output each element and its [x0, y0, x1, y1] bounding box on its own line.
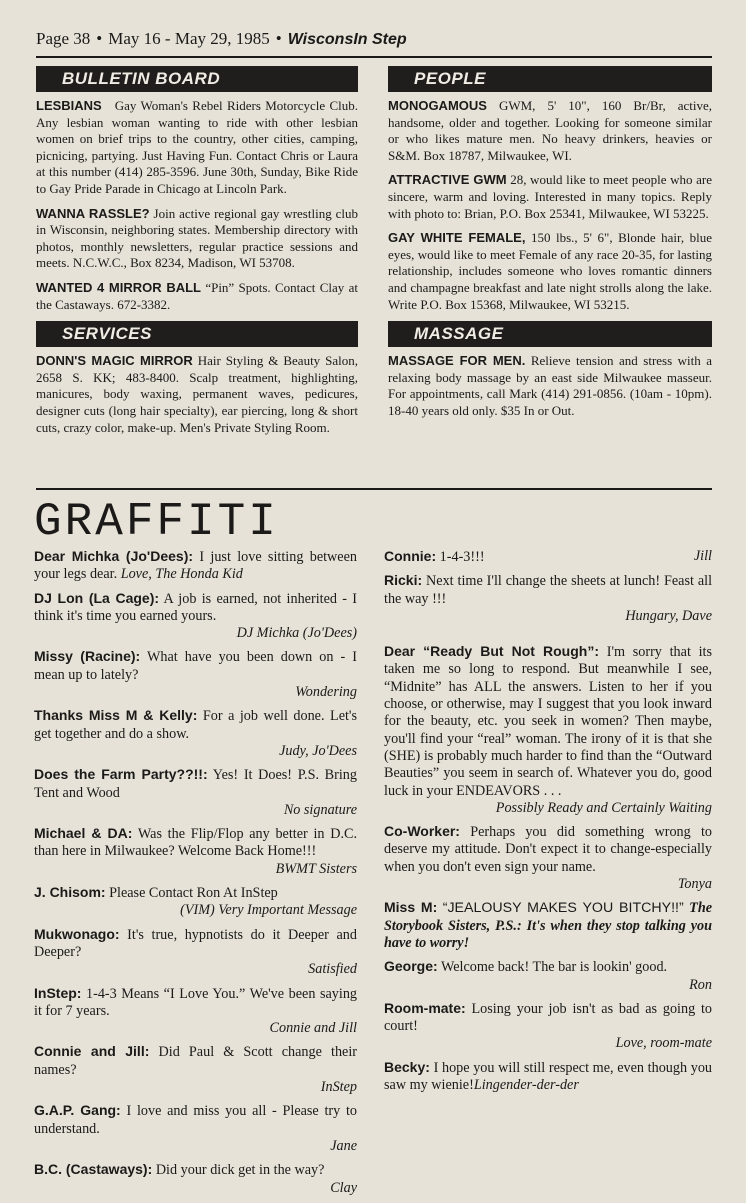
graffiti-title: GRAFFITI — [34, 496, 279, 548]
message-signature: Lingender-der-der — [473, 1077, 579, 1094]
message-recipient: DJ Lon (La Cage): — [34, 589, 160, 606]
ad-text: Join active regional gay wrestling club in Wisconsin, neighboring states. Membership directory with photos, monthly newsletters, regular practice sessions and meets. N.C.W.C., Box 8234, Madison, WI 53708. — [36, 205, 359, 271]
message-recipient: Thanks Miss M & Kelly: — [34, 707, 198, 724]
message-recipient: G.A.P. Gang: — [34, 1102, 121, 1119]
ad-heading: ATTRACTIVE GWM — [388, 172, 507, 188]
message-signature: Connie and Jill — [269, 1020, 357, 1037]
graffiti-message — [384, 643, 712, 817]
message-text: Welcome back! The bar is lookin' good. — [440, 959, 668, 976]
classified-ad — [36, 206, 358, 272]
ad-text: Hair Styling & Beauty Salon, 2658 S. KK; 483-8400. Scalp treatment, highlighting, manicures, body waxing, permanent waves, pedicures, designer cuts (long hair specialty), ear piercing, long & short cuts, crazy color, make-up. Men's Private Styling Room. — [36, 353, 359, 435]
message-signature: Possibly Ready and Certainly Waiting — [495, 799, 712, 816]
message-text: What have you been down on - I mean up to lately? — [34, 649, 358, 683]
message-recipient: Missy (Racine): — [34, 648, 141, 665]
ad-heading: WANTED 4 MIRROR BALL — [36, 279, 201, 295]
bulletin-board-header: BULLETIN BOARD — [36, 66, 358, 92]
message-text: “JEALOUSY MAKES YOU BITCHY!!” — [442, 900, 684, 917]
issue-dates: May 16 - May 29, 1985 — [108, 29, 270, 48]
message-recipient: Dear “Ready But Not Rough”: — [384, 643, 599, 660]
ad-text: 28, would like to meet people who are sincere, warm and loving. Interested in many topics. Reply with photo to: Brian, P.O. Box 25341, Milwaukee, WI 53225. — [388, 172, 713, 221]
message-signature: Tonya — [677, 876, 712, 893]
ad-text: “Pin” Spots. Contact Clay at the Castaways. 672-3382. — [36, 279, 358, 312]
message-text: 1-4-3!!! — [439, 549, 485, 565]
message-signature: Clay — [330, 1179, 357, 1196]
message-recipient: Mukwonago: — [34, 925, 120, 942]
left-classifieds-column — [36, 66, 358, 444]
graffiti-left-column — [34, 548, 357, 1203]
message-recipient: InStep: — [34, 984, 82, 1001]
graffiti-message — [384, 1059, 712, 1095]
message-signature: InStep — [320, 1079, 357, 1096]
ad-heading: MONOGAMOUS — [388, 98, 487, 113]
message-signature: Ron — [689, 976, 712, 993]
message-text: Did Paul & Scott change their names? — [34, 1044, 357, 1078]
graffiti-message — [34, 825, 357, 878]
ad-heading: MASSAGE FOR MEN. — [388, 353, 526, 369]
message-recipient: Room-mate: — [384, 999, 466, 1016]
message-recipient: Co-Worker: — [384, 823, 460, 840]
message-signature: Judy, Jo'Dees — [279, 742, 357, 759]
message-text: Perhaps you did something wrong to deserve my attitude. Don't expect it to change-especially when you don't even sign your name. — [384, 824, 712, 875]
classified-ad — [388, 353, 712, 419]
message-text: Next time I'll change the sheets at lunch! Feast all the way !!! — [384, 573, 713, 607]
message-recipient: Michael & DA: — [34, 825, 133, 842]
graffiti-message — [384, 823, 712, 893]
message-text: Was the Flip/Flop any better in D.C. than here in Milwaukee? Welcome Back Home!!! — [34, 826, 357, 860]
right-classifieds-column — [388, 66, 712, 428]
message-recipient: George: — [384, 958, 438, 975]
classified-ad — [36, 353, 358, 436]
ad-text: GWM, 5' 10", 160 Br/Br, active, handsome, older and together. Looking for someone similar or who likes mature men. No heavy drinkers, heavies or S&M. Box 18787, Milwaukee, WI. — [388, 98, 712, 163]
graffiti-message — [384, 572, 712, 625]
ad-heading: GAY WHITE FEMALE, — [388, 230, 526, 246]
graffiti-message — [384, 958, 712, 994]
services-section — [36, 353, 358, 436]
message-recipient: Does the Farm Party??!!: — [34, 766, 208, 783]
message-signature: The Storybook Sisters, P.S.: It's when they stop talking you have to worry! — [384, 900, 713, 951]
classified-ad — [388, 98, 712, 164]
page-number: Page 38 — [36, 29, 91, 48]
massage-section — [388, 353, 712, 419]
graffiti-message — [34, 707, 357, 760]
graffiti-message — [384, 548, 712, 566]
graffiti-message — [34, 648, 357, 701]
graffiti-message — [34, 1102, 357, 1155]
graffiti-message — [34, 766, 357, 819]
people-section — [388, 98, 712, 313]
classified-ad — [388, 230, 712, 313]
message-text: For a job well done. Let's get together and do a show. — [34, 708, 358, 742]
message-signature: DJ Michka (Jo'Dees) — [236, 625, 357, 642]
classified-ad — [36, 98, 358, 198]
graffiti-message — [34, 590, 357, 643]
graffiti-message — [34, 985, 357, 1038]
ad-heading: WANNA RASSLE? — [36, 205, 150, 221]
graffiti-message — [34, 548, 357, 584]
ad-text: Relieve tension and stress with a relaxing body massage by an east side Milwaukee masseur. For appointments, call Mark (414) 291-0856. (10am - 10pm). 18-40 years old only. $35 In or Out. — [388, 353, 712, 418]
message-signature: Love, The Honda Kid — [120, 566, 243, 583]
ad-text: 150 lbs., 5' 6", Blonde hair, blue eyes, would like to meet Female of any race 20-35, for lasting relationship, includes someone who loves romantic dinners and champagne breakfast and late night strolls along the lake. Write P.O. Box 15368, Milwaukee, WI 53215. — [388, 230, 712, 312]
message-signature: Love, room-mate — [615, 1035, 712, 1052]
classified-ad — [36, 280, 358, 313]
message-text: Losing your job isn't as bad as going to court! — [384, 1000, 713, 1035]
message-recipient: Ricki: — [384, 572, 423, 589]
graffiti-message — [34, 1043, 357, 1096]
graffiti-message — [34, 884, 357, 920]
graffiti-message — [384, 899, 712, 952]
message-text: I just love sitting between your legs dear. — [34, 549, 357, 583]
message-recipient: Miss M: — [384, 899, 438, 916]
message-signature: (VIM) Very Important Message — [180, 902, 357, 919]
graffiti-right-column — [384, 548, 712, 1100]
message-text: I'm sorry that its taken me so long to respond. But meanwhile I see, “Midnite” has ALL the answers. Listen to her if you choose, or otherwise, may I suggest that you look inward for the beauty, etc. you seek in women? Then maybe, you'll find your “real” woman. The irony of it is that she (SHE) is probably much harder to find than the “Outward Beauties” you seem in search of. Whatever you do, good luck in your ENDEAVORS . . . — [384, 644, 713, 799]
message-signature: Wondering — [295, 684, 357, 701]
graffiti-message — [34, 926, 357, 979]
page-header: Page 38 • May 16 - May 29, 1985 • WisconsIn Step — [36, 29, 407, 48]
message-signature: Jill — [693, 548, 712, 564]
message-recipient: B.C. (Castaways): — [34, 1161, 153, 1178]
message-text: 1-4-3 Means “I Love You.” We've been saying it for 7 years. — [34, 985, 358, 1019]
header-rule — [36, 56, 712, 58]
message-text: It's true, hypnotists do it Deeper and Deeper? — [34, 926, 357, 960]
message-recipient: Connie: — [384, 548, 437, 564]
message-text: I hope you will still respect me, even though you saw my wienie! — [384, 1059, 713, 1094]
publication-name: WisconsIn Step — [287, 31, 407, 48]
message-signature: Hungary, Dave — [625, 607, 712, 624]
message-text: I love and miss you all - Please try to understand. — [34, 1103, 358, 1137]
section-divider — [36, 488, 712, 490]
message-text: Did your dick get in the way? — [155, 1162, 325, 1179]
classified-ad — [388, 172, 712, 222]
message-recipient: Dear Michka (Jo'Dees): — [34, 548, 194, 564]
ad-text: Gay Woman's Rebel Riders Motorcycle Club. Any lesbian woman wanting to ride with other lesbian women on brief trips to the country, other cities, camping, picnicing, partying. Just Having Fun. Contact Chris or Laura at this number (414) 285-3596. June 30th, Sunday, Bike Ride to Gay Pride Parade in Chicago at Lincoln Park. — [36, 98, 359, 196]
graffiti-message — [34, 1161, 357, 1197]
graffiti-message — [384, 1000, 712, 1053]
message-signature: BWMT Sisters — [275, 860, 357, 877]
people-header: PEOPLE — [388, 66, 712, 92]
message-text: Yes! It Does! P.S. Bring Tent and Wood — [34, 767, 357, 801]
services-header: SERVICES — [36, 321, 358, 347]
massage-header: MASSAGE — [388, 321, 712, 347]
message-signature: Satisfied — [308, 961, 357, 978]
message-text: A job is earned, not inherited - I think it's time you earned yours. — [34, 590, 358, 624]
message-recipient: Connie and Jill: — [34, 1043, 150, 1060]
bulletin-board-section — [36, 98, 358, 313]
message-text: Please Contact Ron At InStep — [109, 885, 278, 902]
ad-heading: DONN'S MAGIC MIRROR — [36, 353, 193, 369]
ad-heading: LESBIANS — [36, 98, 102, 113]
message-signature: Jane — [330, 1137, 357, 1154]
message-signature: No signature — [283, 801, 357, 818]
message-recipient: J. Chisom: — [34, 884, 106, 901]
message-recipient: Becky: — [384, 1058, 430, 1075]
